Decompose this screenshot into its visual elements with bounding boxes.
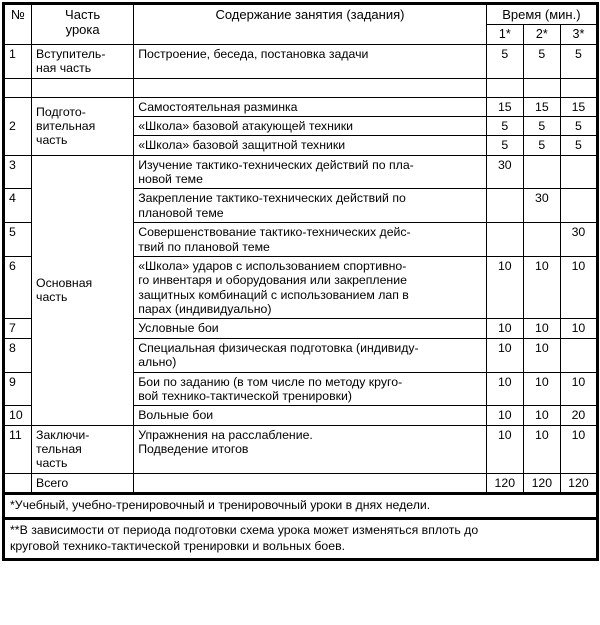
lesson-part-final-line3: часть [36,456,68,471]
row-time-3-filler [560,78,597,97]
lesson-part-main-line2: часть [36,290,68,305]
row-number: 9 [4,372,32,406]
total-label: Всего [32,473,134,493]
row-time-2: 30 [523,189,560,223]
footnote-row-2 [4,519,598,559]
row-time-2-filler [523,78,560,97]
row-content-line1: «Школа» базовой атакующей техники [138,118,353,133]
row-time-1: 5 [486,116,523,135]
lesson-part-preparatory-line3: часть [36,133,68,148]
row-content-line1: Условные бои [138,321,219,336]
row-time-2: 5 [523,44,560,78]
row-time-1-filler [486,78,523,97]
header-lesson-part-line2: урока [65,22,100,38]
row-time-3: 5 [560,116,597,135]
row-content-line2: ально) [138,355,177,370]
row-content [134,425,487,473]
row-content [134,223,487,257]
row-time-3 [560,338,597,372]
footnote-2-line2: круговой технико-тактической тренировки и вольных боев. [10,538,346,553]
row-time-1: 10 [486,338,523,372]
footnote-2-line1: **В зависимости от периода подготовки схема урока может изменяться вплоть до [10,523,479,538]
row-content-line2: Подведение итогов [138,442,249,457]
row-content-line2: плановой теме [138,205,224,220]
row-time-3: 10 [560,372,597,406]
total-content-cell [134,473,487,493]
row-content [134,116,487,135]
lesson-part-preparatory-line2: вительная [36,118,96,133]
row-time-1: 10 [486,372,523,406]
row-time-2: 10 [523,425,560,473]
table-row [4,155,598,189]
row-time-3: 10 [560,319,597,338]
table-row-filler [4,78,598,97]
row-content [134,319,487,338]
row-time-1: 10 [486,406,523,425]
row-time-3: 5 [560,44,597,78]
row-time-1 [486,223,523,257]
row-content-line1: «Школа» базовой защитной техники [138,138,346,153]
row-time-2 [523,223,560,257]
row-time-1: 10 [486,425,523,473]
row-time-2: 10 [523,406,560,425]
row-content-line3: защитных комбинаций с использованием лап в [138,287,409,302]
row-time-1: 5 [486,136,523,155]
row-content [134,97,487,116]
row-content-line1: Изучение тактико-технических действий по пла- [138,157,414,172]
row-time-3: 10 [560,425,597,473]
row-content-line1: Специальная физическая подготовка (индивиду- [138,340,419,355]
row-content [134,338,487,372]
lesson-part-intro [32,44,134,78]
lesson-plan-sheet [0,2,600,625]
total-time-3: 120 [560,473,597,493]
row-time-3 [560,189,597,223]
header-lesson-part [32,4,134,45]
row-content [134,136,487,155]
row-content [134,44,487,78]
row-content-line1: Самостоятельная разминка [138,99,298,114]
header-time-1: 1* [486,25,523,45]
lesson-part-intro-line1: Вступитель- [36,46,106,61]
footnotes-table [2,495,599,561]
header-time-2: 2* [523,25,560,45]
lesson-part-preparatory-line1: Подгото- [36,104,86,119]
total-time-1: 120 [486,473,523,493]
lesson-part-final-line2: тельная [36,442,82,457]
row-content-line2: новой теме [138,172,203,187]
row-number: 2 [4,97,32,155]
total-number-cell [4,473,32,493]
row-content [134,155,487,189]
lesson-part-filler [32,78,134,97]
row-number: 5 [4,223,32,257]
row-time-2: 15 [523,97,560,116]
row-content-line4: парах (индивидуально) [138,302,272,317]
header-number: № [4,4,32,45]
row-time-3: 20 [560,406,597,425]
row-number: 10 [4,406,32,425]
row-content-line1: «Школа» ударов с использованием спортивно- [138,258,407,273]
row-time-3 [560,155,597,189]
row-time-1 [486,189,523,223]
lesson-part-intro-line2: ная часть [36,61,92,76]
row-content-line1: Вольные бои [138,408,214,423]
row-time-1: 5 [486,44,523,78]
row-number: 6 [4,256,32,319]
lesson-part-preparatory [32,97,134,155]
row-time-2: 10 [523,372,560,406]
row-number-filler [4,78,32,97]
row-content [134,189,487,223]
row-content-line2: твий по плановой теме [138,239,270,254]
row-time-3: 30 [560,223,597,257]
row-time-3: 15 [560,97,597,116]
table-total-row [4,473,598,493]
lesson-part-final-line1: Заключи- [36,427,90,442]
row-number: 4 [4,189,32,223]
footnote-row-1 [4,495,598,519]
row-content-line1: Упражнения на расслабление. [138,427,313,442]
row-content-line2: го инвентаря и оборудования или закрепление [138,273,407,288]
table-row [4,44,598,78]
row-time-1: 30 [486,155,523,189]
row-content-line1: Бои по заданию (в том числе по методу круго- [138,374,403,389]
header-time-3: 3* [560,25,597,45]
lesson-plan-table [2,2,599,495]
header-time-group: Время (мин.) [486,4,597,25]
row-time-1: 15 [486,97,523,116]
row-time-2: 10 [523,319,560,338]
header-content: Содержание занятия (задания) [134,4,487,45]
row-number: 1 [4,44,32,78]
footnote-2 [4,519,598,559]
lesson-part-main [32,155,134,425]
row-content-line2: вой технико-тактической тренировки) [138,388,352,403]
row-number: 7 [4,319,32,338]
table-row [4,425,598,473]
total-time-2: 120 [523,473,560,493]
row-number: 8 [4,338,32,372]
row-number: 11 [4,425,32,473]
row-time-2: 5 [523,136,560,155]
row-content [134,372,487,406]
row-time-3: 10 [560,256,597,319]
lesson-part-main-line1: Основная [36,275,93,290]
header-lesson-part-line1: Часть [65,7,101,22]
table-row [4,97,598,116]
row-content-line1: Совершенствование тактико-технических дейс- [138,225,411,240]
row-time-1: 10 [486,256,523,319]
footnote-1: *Учебный, учебно-тренировочный и тренировочный уроки в днях недели. [4,495,598,519]
row-content [134,406,487,425]
row-time-2: 5 [523,116,560,135]
row-time-3: 5 [560,136,597,155]
row-content-line1: Закрепление тактико-технических действий по [138,191,406,206]
lesson-part-final [32,425,134,473]
row-time-1: 10 [486,319,523,338]
table-header-row [4,4,598,25]
row-content-filler [134,78,487,97]
row-time-2 [523,155,560,189]
row-content [134,256,487,319]
row-content-line1: Построение, беседа, постановка задачи [138,46,369,61]
row-time-2: 10 [523,338,560,372]
row-number: 3 [4,155,32,189]
row-time-2: 10 [523,256,560,319]
